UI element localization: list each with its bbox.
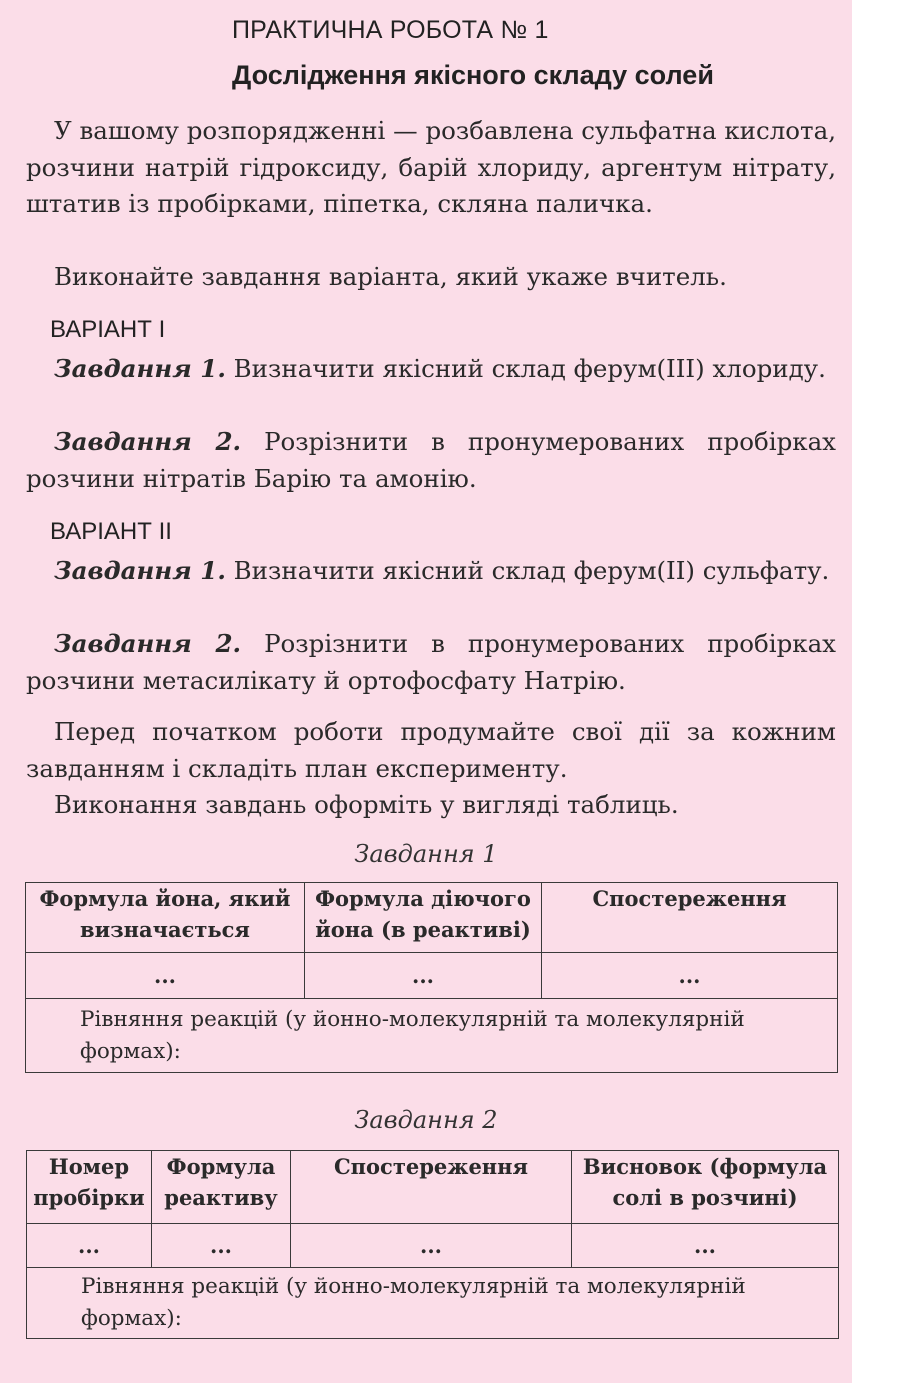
table-cell: ... xyxy=(291,1224,572,1268)
table-cell: ... xyxy=(572,1224,839,1268)
variant-1-label: ВАРІАНТ І xyxy=(50,316,166,343)
variant-2-task-1 xyxy=(26,553,836,590)
table-cell: ... xyxy=(27,1224,152,1268)
table-header-cell: Спостереження xyxy=(291,1151,572,1224)
table-instruction: Виконання завдань оформіть у вигляді таблиць. xyxy=(54,790,679,819)
table-header-cell: Спостереження xyxy=(542,883,838,953)
planning-instruction: Перед початком роботи продумайте свої дії за кожним завданням і складіть план експерименту. xyxy=(26,717,836,783)
table-cell: ... xyxy=(542,953,838,999)
table-cell: ... xyxy=(26,953,305,999)
variant-2-task-2 xyxy=(26,626,836,699)
task-text: Визначити якісний склад ферум(ІІІ) хлориду. xyxy=(225,354,826,383)
task-text: Розрізнити в пронумерованих пробірках розчини метасилікату й ортофосфату Натрію. xyxy=(26,629,836,695)
table-header-cell: Номер пробірки xyxy=(27,1151,152,1224)
table-2-caption: Завдання 2 xyxy=(354,1106,498,1134)
intro-instruction: Виконайте завдання варіанта, який укаже вчитель. xyxy=(54,262,727,291)
table-header-cell: Формула реактиву xyxy=(152,1151,291,1224)
table-cell: ... xyxy=(305,953,542,999)
task-text: Розрізнити в пронумерованих пробірках розчини нітратів Барію та амонію. xyxy=(26,427,836,493)
task-label: Завдання 2. xyxy=(54,629,242,658)
equations-note: Рівняння реакцій (у йонно-молекулярній та молекулярній формах): xyxy=(26,999,838,1073)
table-header-cell: Формула йона, який визначається xyxy=(26,883,305,953)
task-text: Визначити якісний склад ферум(ІІ) сульфату. xyxy=(225,556,830,585)
intro-paragraph: У вашому розпорядженні — розбавлена сульфатна кислота, розчини натрій гідроксиду, барій хлориду, аргентум нітрату, штатив із пробірками, піпетка, скляна паличка. xyxy=(26,116,836,218)
variant-1-task-2 xyxy=(26,424,836,497)
variant-1-task-1 xyxy=(26,351,836,388)
work-title: ПРАКТИЧНА РОБОТА № 1 xyxy=(232,16,549,44)
table-1-caption: Завдання 1 xyxy=(354,840,498,868)
table-1 xyxy=(25,882,838,1073)
equations-note: Рівняння реакцій (у йонно-молекулярній та молекулярній формах): xyxy=(27,1268,839,1339)
task-label: Завдання 2. xyxy=(54,427,242,456)
table-cell: ... xyxy=(152,1224,291,1268)
table-2 xyxy=(26,1150,839,1339)
variant-2-label: ВАРІАНТ ІІ xyxy=(50,518,172,545)
task-label: Завдання 1. xyxy=(54,354,226,383)
table-header-cell: Висновок (формула солі в розчині) xyxy=(572,1151,839,1224)
table-header-cell: Формула діючого йона (в реактиві) xyxy=(305,883,542,953)
task-label: Завдання 1. xyxy=(54,556,226,585)
work-subtitle: Дослідження якісного складу солей xyxy=(232,60,714,90)
